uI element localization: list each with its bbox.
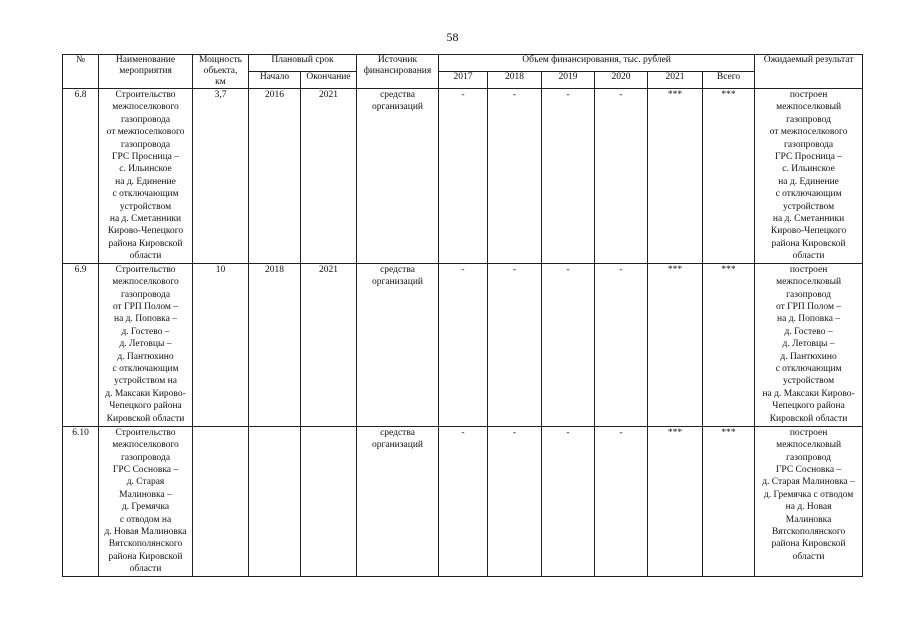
start-year: 2018 bbox=[249, 263, 301, 426]
amount-2020: - bbox=[595, 89, 648, 264]
amount-total: *** bbox=[703, 263, 755, 426]
page-number: 58 bbox=[446, 30, 459, 44]
header-year-2019: 2019 bbox=[542, 72, 595, 89]
amount-2019: - bbox=[542, 89, 595, 264]
amount-2019: - bbox=[542, 426, 595, 576]
amount-2018: - bbox=[488, 426, 542, 576]
expected-result: построен межпоселковый газопровод от ГРП Полом – на д. Поповка – д. Гостево – д. Летовцы – д. Пантюхино с отключающим устройством на д. Максаки Кирово- Чепецкого района Кировской области bbox=[755, 263, 863, 426]
capacity-value: 10 bbox=[193, 263, 249, 426]
header-source: Источник финансирования bbox=[357, 55, 439, 89]
measure-name: Строительство межпоселкового газопровода от ГРП Полом – на д. Поповка – д. Гостево – д. Летовцы – д. Пантюхино с отключающим устройством на д. Максаки Кирово- Чепецкого района Кировской области bbox=[99, 263, 193, 426]
capacity-value: 3,7 bbox=[193, 89, 249, 264]
amount-2018: - bbox=[488, 89, 542, 264]
amount-2017: - bbox=[439, 426, 488, 576]
capacity-value bbox=[193, 426, 249, 576]
header-end: Окончание bbox=[301, 72, 357, 89]
funding-source: средства организаций bbox=[357, 426, 439, 576]
end-year: 2021 bbox=[301, 263, 357, 426]
row-number: 6.9 bbox=[63, 263, 99, 426]
expected-result: построен межпоселковый газопровод от межпоселкового газопровода ГРС Просница – с. Ильинское на д. Единение с отключающим устройством на д. Сметанники Кирово-Чепецкого района Кировской области bbox=[755, 89, 863, 264]
expected-result: построен межпоселковый газопровод ГРС Сосновка – д. Старая Малиновка – д. Гремячка с отводом на д. Новая Малиновка Вятскополянского района Кировской области bbox=[755, 426, 863, 576]
amount-2020: - bbox=[595, 263, 648, 426]
amount-total: *** bbox=[703, 426, 755, 576]
row-number: 6.10 bbox=[63, 426, 99, 576]
amount-2018: - bbox=[488, 263, 542, 426]
header-row-top bbox=[63, 55, 863, 72]
header-total: Всего bbox=[703, 72, 755, 89]
table-row bbox=[63, 263, 863, 426]
end-year bbox=[301, 426, 357, 576]
measure-name: Строительство межпоселкового газопровода от межпоселкового газопровода ГРС Просница – с. Ильинское на д. Единение с отключающим устройством на д. Сметанники Кирово-Чепецкого района Кировской области bbox=[99, 89, 193, 264]
amount-2020: - bbox=[595, 426, 648, 576]
table-row bbox=[63, 426, 863, 576]
header-year-2020: 2020 bbox=[595, 72, 648, 89]
financing-plan-table bbox=[62, 54, 863, 577]
header-year-2021: 2021 bbox=[648, 72, 703, 89]
header-name: Наименование мероприятия bbox=[99, 55, 193, 89]
end-year: 2021 bbox=[301, 89, 357, 264]
amount-2021: *** bbox=[648, 263, 703, 426]
header-year-2017: 2017 bbox=[439, 72, 488, 89]
funding-source: средства организаций bbox=[357, 89, 439, 264]
header-financing: Объем финансирования, тыс. рублей bbox=[439, 55, 755, 72]
amount-2017: - bbox=[439, 89, 488, 264]
measure-name: Строительство межпоселкового газопровода ГРС Сосновка – д. Старая Малиновка – д. Гремячка с отводом на д. Новая Малиновка Вятскополянского района Кировской области bbox=[99, 426, 193, 576]
amount-2021: *** bbox=[648, 89, 703, 264]
header-start: Начало bbox=[249, 72, 301, 89]
row-number: 6.8 bbox=[63, 89, 99, 264]
header-num: № bbox=[63, 55, 99, 89]
amount-2021: *** bbox=[648, 426, 703, 576]
table-row bbox=[63, 89, 863, 264]
header-planned-term: Плановый срок bbox=[249, 55, 357, 72]
header-result: Ожидаемый результат bbox=[755, 55, 863, 89]
amount-2017: - bbox=[439, 263, 488, 426]
header-capacity: Мощность объекта, км bbox=[193, 55, 249, 89]
header-year-2018: 2018 bbox=[488, 72, 542, 89]
start-year: 2016 bbox=[249, 89, 301, 264]
amount-2019: - bbox=[542, 263, 595, 426]
funding-source: средства организаций bbox=[357, 263, 439, 426]
start-year bbox=[249, 426, 301, 576]
amount-total: *** bbox=[703, 89, 755, 264]
